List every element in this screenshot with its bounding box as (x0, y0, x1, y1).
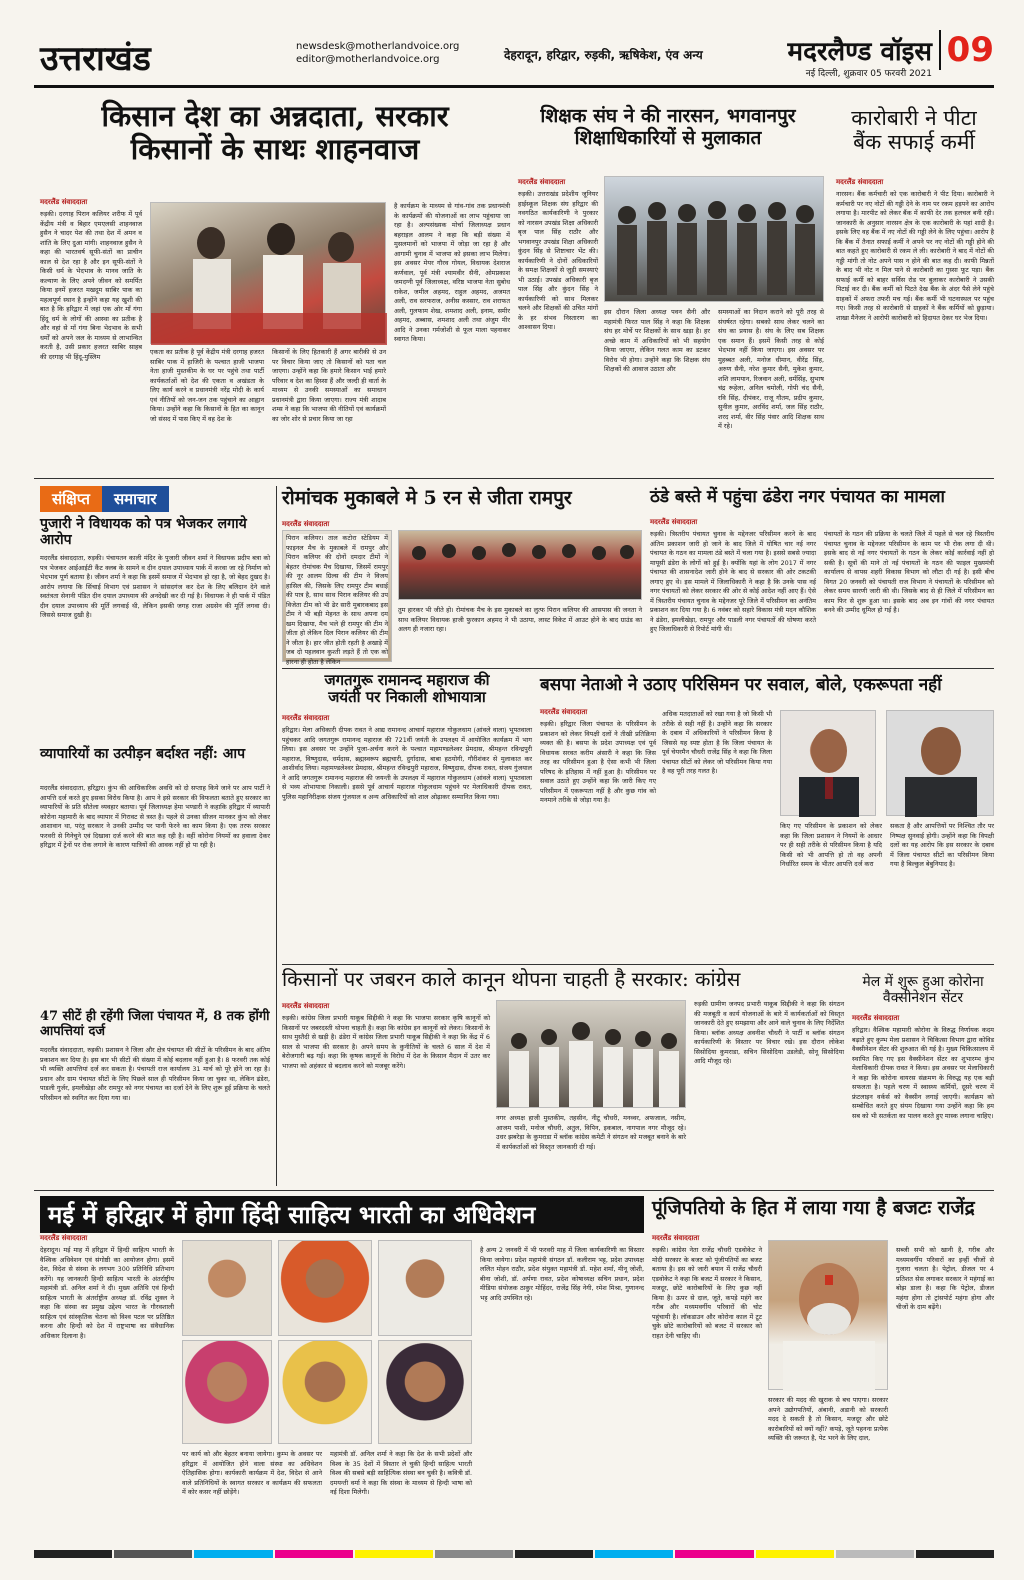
story1-byline: मदरलैंड संवाददाता (40, 198, 88, 206)
story4-byline: मदरलैंड संवाददाता (282, 520, 330, 528)
story10-photo-4 (182, 1340, 272, 1444)
story7-body-col1: रुड़की। हरिद्वार जिला पंचायत के परिसीमन के प्रकाशन को लेकर विपक्षी दलों ने तीखी प्रतिक्रिया व्यक्त की है। बसपा के प्रदेश उपाध्यक्ष एवं पूर्व विधायक सरवत करीम अंसारी ने कहा कि जिस तरह का परिसीमन हुआ है ऐसा कभी भी जिला परिषद के इतिहास में नहीं हुआ है। परिसीमन पर सवाल उठाते हुए उन्होंने कहा कि जारी किए गए परिसीमन में एकरूपता नहीं है और कुछ गांव को मनमाने तरीके से जोड़ा गया है। (540, 720, 656, 804)
story8-body-col1: रुड़की। कांग्रेस जिला प्रभारी याकूब सिद्दीकी ने कहा कि भाजपा सरकार कृषि कानूनों को किसानों पर जबरदस्ती थोपना चाहती है। कहा कि कांग्रेस इन कानूनों को लेकर। किसानों के साथ मुस्तैदी से खड़ी है। ढंडेरा में कांग्रेस जिला प्रभारी याकूब सिद्दीकी ने कहा कि केंद्र में 6 साल से भाजपा की सरकार है। अपने समय के कुनीतियों के चलते 6 साल में देश में बेरोजगारी बढ़ गई। कहा कि कृषक कानूनों के विरोध में देश के किसान मैदान में उतर कर भाजपा को अहंकार से बदलाव करने को मजबूर करेंगे। (282, 1014, 490, 1070)
story11-body-col2: सरकार की मदद की खुराक से बच पाएगा। सरकार अपने उद्योगपतियों, अंबानी, अडानी को सरकारी मदद दे सकती है तो किसान, मजदूर और छोटे कारोबारियों को क्यों नहीं? कपड़े, जूते पहनना प्रत्येक व्यक्ति की जरूरत है, पेट भरने के लिए दाल, (768, 1396, 888, 1442)
story6-headline (282, 672, 532, 707)
story6-headline-line2: जयंती पर निकाली शोभायात्रा (328, 688, 486, 707)
story6-byline: मदरलैंड संवाददाता (282, 714, 330, 722)
story2-body-col2: इस दौरान जिला अध्यक्ष पवन सैनी और महामंत्री फिरत पाल सिंह ने कहा कि शिक्षक संघ हर मोर्चे पर शिक्षकों के साथ खड़ा है। हर अच्छे काम में अधिकारियों को भी सहयोग किया जाएगा, लेकिन गलत काम का डटकर विरोध भी होगा। उन्होंने कहा कि शिक्षक संघ शिक्षकों की आवाज उठाता और (604, 308, 710, 373)
newspaper-page (34, 30, 994, 1560)
story3-body: नारसन। बैंक कर्मचारी को एक कारोबारी ने पीट दिया। कारोबारी ने कर्मचारी पर नए नोटों की गड्डी देने के नाम पर रकम हड़पने का आरोप लगाया है। मारपीट को लेकर बैंक में काफी देर तक हलचल बनी रही। जानकारी के अनुसार नारसन क्षेत्र के एक कारोबारी के यहां शादी है। इसके लिए वह बैंक में नए नोटों की गड्डी लेने के लिए पहुंचा। आरोप है कि बैंक में तैनात सफाई कर्मी ने अपने पर नए नोटों की गड्डी होने की बात कहते हुए कारोबारी से रकम ले ली। कारोबारी ने बाद में नोटों की गड्डी मांगी तो नोट अपने पास न होने की बात कह दी। काफी मिन्नतों के बाद भी नोट न मिल पाने से कारोबारी का गुस्सा फूट पड़ा। बैंक सफाई कर्मी को बाहर सर्विस रोड पर बुलाकर कारोबारी ने उसकी पिटाई कर दी। बैंक कर्मी को पिटते देख बैंक के अंदर पैसे लेने पहुंचे ग्राहकों में अफरा तफरी मच गई। बैंक कर्मी भी घटनास्थल पर पहुंच गए। किसी तरह से कारोबारी से ग्राहकों ने बैंक कर्मियों को छुड़ाया। शाखा मैनेजर ने आरोपी कारोबारी को हिदायत देकर घर भेज दिया। (836, 190, 994, 322)
story8-photo (496, 1000, 686, 1108)
story11-body-col3: सब्जी सभी को खानी है, गरीब और मध्यमवर्गीय परिवारों का इन्हीं चीजों से गुजारा चलता है। पेट्रोल, डीजल पर 4 प्रतिशत सेस लगाकर सरकार ने महंगाई का बोझ डाला है। कहा कि पेट्रोल, डीजल महंगा होगा तो ट्रांसपोर्ट महंगा होगा और चीजों के दाम बढ़ेंगे। (896, 1246, 994, 1311)
story8-body-col2: नगर अध्यक्ष हाजी मुस्तकीम, तहसीन, नीटू चौधरी, मनव्वर, अफजाल, नसीम, आजम पाशी, मनोज चौधरी, अतुल, विपिन, इकबाल, नागपाल नगर मौजूद रहे। उधर झबरेड़ा के कुमराडा में ब्लॉक कांग्रेस कमेटी ने संगठन को मजबूत बनाने के बारे में कार्यकर्ताओं को विस्तृत जानकारी दी गई। (496, 1114, 686, 1151)
story7-byline: मदरलैंड संवाददाता (540, 708, 588, 716)
contact-emails (296, 40, 459, 66)
story3-byline: मदरलैंड संवाददाता (836, 178, 884, 186)
story9-body: हरिद्वार। वैश्विक महामारी कोरोना के विरुद्ध निर्णायक कदम बढ़ाते हुए कुम्भ मेला प्रशासन ने चिकित्सा विभाग द्वारा कोविड वैक्सीनेशन सेंटर की शुरुआत की गई है। मुख्य चिकित्सालय में स्थापित किए गए इस वैक्सीनेशन सेंटर का शुभारम्भ कुंभ मेलाधिकारी दीपक रावत ने किया। इस अवसर पर मेलाधिकारी ने कहा कि कोरोना वायरस संक्रमण के विरुद्ध यह एक बड़ी सफलता है। पहले चरण में स्वास्थ्य कर्मियों, दूसरे चरण में फ्रंटलाइन वर्कर्स को वैक्सीन लगाई जाएगी। कार्यक्रम को सम्बोधित करते हुए संयम दिखाया गया उन्होंने कहा कि हम सब को भी सतर्कता का पालन करते हुए मास्क लगाना चाहिए। (852, 1026, 994, 1120)
masthead (34, 30, 994, 88)
brief-flag (40, 486, 169, 512)
brief3-body: मदरलैंड संवाददाता, रुड़की। प्रशासन ने जिला और क्षेत्र पंचायत की सीटों के परिसीमन के बाद अंतिम प्रकाशन कर दिया है। इस बार भी सीटों की संख्या में कोई बदलाव नहीं हुआ है। 8 फरवरी तक कोई भी व्यक्ति आपत्तियां दर्ज कर सकता है। पंचायती राज कार्यालय 31 मार्च को पूरे होने जा रहा है। प्रधान और ग्राम पंचायत सीटों के लिए पिछले साल ही परिसीमन किया जा चुका था, लेकिन ढंडेरा, पाडली गुर्जर, इमलीखेड़ा और रामपुर को नगर पंचायत का दर्जा देने के लिए शुरू हुई प्रक्रिया के चलते परिसीमन को स्थगित कर दिया गया था। (40, 1046, 270, 1102)
dateline: नई दिल्ली, शुक्रवार 05 फरवरी 2021 (805, 69, 932, 79)
story1-headline-line2: किसानों के साथः शाहनवाज (130, 132, 420, 167)
story10-body-col1: देहरादून। मई माह में हरिद्वार में हिन्दी साहित्य भारती के वैश्विक अधिवेशन एवं संगोष्ठी का आयोजन होगा। इसमें देश, विदेश से संस्था के लगभग 300 प्रतिनिधि प्रतिभाग करेंगे। यह जानकारी हिन्दी साहित्य भारती के अंतर्राष्ट्रीय महामंत्री डॉ. अनिल शर्मा ने दी। मुख्य अतिथि एवं हिन्दी साहित्य भारती के अंतर्राष्ट्रीय अध्यक्ष डॉ. रविंद्र शुक्ल ने कहा कि संस्था का प्रमुख उद्देश्य भारत के गौरवशाली साहित्य एवं सांस्कृतिक चेतना को विश्व पटल पर प्रतिष्ठित करना और हिन्दी को देश में राष्ट्रभाषा का संवैधानिक अधिकार दिलाना है। (40, 1246, 174, 1340)
story11-headline: पूंजिपतियो के हित में लाया गया है बजटः राजेंद्र (652, 1197, 975, 1219)
story5-body-col1: रुड़की। त्रिस्तरीय पंचायत चुनाव के मद्देनजर परिसीमन करने के बाद अंतिम प्रकाशन जारी हो जाने के बाद जिले में घोषित चार नई नगर पंचायत के गठन का मामला ठंडे बस्ते में चला गया है। इससे सबसे ज्यादा मायूसी ढंडेरा के लोगों को हुई है। क्योंकि यहां के लोग 2017 में नगर पंचायत की शासनादेश जारी होने के बाद से सरकार की ओर टकटकी लगाए हुए थे। इस मामले में जिलाधिकारी ने कहा है कि उनके पास नई नगर पंचायतों को लेकर सरकार की ओर से कोई आदेश नहीं आए हैं। ऐसे में त्रिस्तरीय पंचायत चुनाव के मद्देनजर पूरे जिले में परिसीमन का अनंतिम प्रकाशन कर दिया गया है। 6 नवंबर को सहारे विकास मंत्री मदन कौशिक ने ढंडेरा, इमलीखेड़ा, रामपुर और पाडली नगर पंचायतों की घोषणा करते हुए जिलाधिकारी से रिपोर्ट मांगी थी। (650, 530, 816, 633)
divider-rule-4 (34, 1190, 994, 1191)
story7-photo-2 (886, 710, 994, 816)
story7-headline: बसपा नेताओ ने उठाए परिसिमन पर सवाल, बोले, एकरूपता नहीं (540, 675, 942, 695)
story10-photo-2 (278, 1240, 372, 1336)
story3-headline-line1: कारोबारी ने पीटा (851, 106, 977, 130)
story2-headline (518, 106, 818, 150)
story6-body: हरिद्वार। मेला अधिकारी दीपक रावत ने आद्य रामानन्द आचार्य महाराज गोकुलधाम (आंवले वाला) भूपतवाला पहुंचकर आदि जगतगुरू रामानन्द महाराज की 721वीं जयंती के उपलक्ष्य में आयोजित कार्यक्रम में भाग लिया। इस अवसर पर उन्होंने पूजा-अर्चना करने के पश्चात महामण्डलेश्वर प्रेमदास, श्रीमहन्त रविन्द्रपुरी महाराज, विष्णुदास, धर्मदास, ब्रह्मस्वरूप ब्रह्मचारी, दुर्गादास, बाबा हठयोगी, गौरीशंकर से मुलाकात कर आशीर्वाद लिया। महामण्डलेश्वर प्रेमदास, श्रीमहन्त रविन्द्रपुरी महाराज, विष्णुदास, दीपक रावत, संजय गुंजयाल ने आदि जगतगुरू रामानन्द महाराज की जयन्ती के उपलक्ष्य में महाराज गोकुलधाम (आंवले वाला) भूपतवाला से भव्य शोभायात्रा निकाली। इससे पूर्व आचार्य महाराज गोकुलधाम पहुंचने पर मेलाधिकारी दीपक रावत, पुलिस महानिरीक्षक संजय गुंजयाल व अन्य अधिकारियों को शाल ओढ़ाकर सम्मानित किया गया। (282, 726, 532, 801)
story1-headline-line1: किसान देश का अन्नदाता, सरकार (101, 99, 449, 133)
brief3-headline: 47 सीटें ही रहेंगी जिला पंचायत में, 8 तक होंगी आपत्तियां दर्ज (40, 1009, 270, 1039)
brief-flag-label1: संक्षिप्त (40, 486, 102, 512)
story4-body-col2: तुम हारकर भी जीते हो। रोमांचक मैच के इस मुकाबले का लुत्फ पिरान कलियर की आसपास की जनता ने साथ कलियर विधायक हाजी फुरकान अहमद ने भी उठाया, लास्ट विकेट में आउट होने के बाद ग्राउंड का अलग ही नजारा रहा। (398, 606, 642, 633)
story1-body-col2: एकता का प्रतीक है पूर्व केंद्रीय मंत्री दरगाह हजरत साबिर पाक में हाजिरी के पश्चात हाजी भाजपा नेता हाजी मुस्तकीम के घर पर पहुंचे तथा पार्टी कार्यकर्ताओं को देश की एकता व अखंडता के लिए कार्य करने व प्रधानमंत्री नरेंद्र मोदी के कार्य एवं नीतियों को जन-जन तक पहुंचाने का आह्वान किया। उन्होंने कहा कि किसानों के हित का कानून जो संसद में पास किए में वह देश के (150, 348, 264, 423)
story10-photo-3 (378, 1240, 472, 1336)
email-newsdesk[interactable]: newsdesk@motherlandvoice.org (296, 41, 460, 52)
story2-body-col3: समस्याओं का निदान कराने को पूरी तरह से संघर्षरत रहेगा। सबको साथ लेकर चलने का संघ का प्रयास है। संघ के लिए सब शिक्षक एक समान हैं। इसमें किसी तरह से कोई भेदभाव नहीं किया जाएगा। इस अवसर पर मुहब्बत अली, मनोज धीमान, वीरेंद्र सिंह, अरुण सैनी, नरेश कुमार सैनी, मुकेश कुमार, शशि लामयान, रिजवान अली, धर्मसिंह, सुभाष चंद्र रूहेला, अनिल चमोली, गोपी चंद सैनी, रवि सिंह, दीपंकर, राजू गौतम, प्रदीप कुमार, सुनील कुमार, अरविंद शर्मा, जल सिंह राठौर, शरद शर्मा, वीर सिंह पंवार आदि शिक्षक साथ में रहे। (718, 308, 824, 430)
story2-photo (604, 176, 824, 302)
story11-photo (768, 1240, 888, 1390)
story8-byline: मदरलैंड संवाददाता (282, 1002, 330, 1010)
email-editor[interactable]: editor@motherlandvoice.org (296, 54, 440, 65)
story1-body-col4: है कार्यक्रम के माध्यम से गांव-गांव तक प्रधानमंत्री के कार्यक्रमों की योजनाओं का लाभ पहुंचाया जा रहा है। अल्पसंख्यक मोर्चा जिलाध्यक्ष प्रधान बहराइल आलम ने कहा कि बड़ी संख्या में मुसलमानों को भाजपा में जोड़ा जा रहा है और आगामी चुनाव में भाजपा को इसका लाभ मिलेगा। इस अवसर मेयर गौरव गोयल, विधायक देशराज कर्णवाल, पूर्व मंत्री श्यामवीर सैनी, ओमप्रकाश जमदग्नी पूर्व जिलाध्यक्ष, वरिष्ठ भाजपा नेता सुबोध राकेश, जमील अहमद, राहुल अहमद, अजमत अली, राव सरफराज, अनीस कस्सार, राव शराफत अली, गुलफाम शेख, शमशाद अली, इनाम, समीर अहमद, अब्बास, शमशाद अली तथा अंजुम मीर आदि ने उनका गर्मजोशी से फूल माला पहनाकर स्वागत किया। (394, 202, 510, 343)
story11-body-col1: रुड़की। कांग्रेस नेता राजेंद्र चौधरी एडवोकेट ने मोदी सरकार के बजट को पूंजीपतियों का बजट बताया है। इस को जारी बयान में राजेंद्र चौधरी एडवोकेट ने कहा कि बजट में सरकार ने किसान, मजदूर, छोटे कारोबारियों के लिए कुछ नहीं किया है। ऊपर से दाल, जूते, कपड़े महंगे कर गरीब और मध्यमवर्गीय परिवारों की चोट पहुंचायी है। लॉकडाउन और कोरोना काल में टूट चुके छोटे कारोबारियों को बजट में सरकार को राहत देनी चाहिए थी। (652, 1246, 762, 1340)
story8-body-col3: रुड़की ग्रामीण जनपद प्रभारी याकूब सिद्दीकी ने कहा कि संगठन की मजबूती व कार्य योजनाओं के बारे में कार्यकर्ताओं को विस्तृत जानकारी देते हुए समझाया और आने वाले चुनाव के लिए निर्देशित किया। ब्लॉक अध्यक्ष अवनीश चौधरी ने पार्टी व ब्लॉक संगठन कार्यकारिणी के विस्तार पर विचार रखे। इस दौरान लोकेश सिसोदिया कुमराडा, सचिन सिसोदिया उडलेडी, सोनू सिसोदिया आदि मौजूद रहे। (694, 1000, 844, 1065)
story7-body-col3: किए गए परिसीमन के प्रकाशन को लेकर कहा कि जिला प्रशासन ने नियमों के आधार पर ही सही तरीके से परिसीमन किया है यदि किसी को भी आपत्ति हो तो वह अपनी निर्धारित समय के भीतर आपत्ति दर्ज करा (780, 822, 882, 868)
story8-headline: किसानों पर जबरन काले कानून थोपना चाहती है सरकार: कांग्रेस (282, 967, 741, 991)
story3-headline-line2: बैंक सफाई कर्मी (853, 130, 975, 155)
story5-headline: ठंडे बस्ते में पहुंचा ढंडेरा नगर पंचायत का मामला (650, 487, 945, 507)
story3-headline (834, 106, 994, 154)
story7-body-col2: अधिक मतदाताओं को रखा गया है जो किसी भी तरीके से सही नहीं है। उन्होंने कहा कि सरकार के दबाव में अधिकारियों ने परिसीमन किया है जिससे यह स्पष्ट होता है कि जिला पंचायत के पूर्व चेयरमैन चौधरी राजेंद्र सिंह ने कहा कि जिला पंचायत सीटों को लेकर जो परिसीमन किया गया है वह पूरी तरह गलत है। (662, 710, 772, 775)
story9-headline-line2: वैक्सीनेशन सेंटर (882, 990, 964, 1007)
story2-body-col1: रुड़की। उत्तराखंड प्रदेशीय जूनियर हाईस्कूल शिक्षक संघ हरिद्वार की नवगठित कार्यकारिणी ने पुरकार को नारसन उपखंड शिक्षा अधिकारी बृज पाल सिंह राठौर और भगवानपुर उपखंड शिक्षा अधिकारी कुंदन सिंह से शिष्टाचार भेंट की। कार्यकारिणी ने दोनों अधिकारियों के समक्ष शिक्षकों से जुड़ी समस्याएं भी उठाई। उपखंड अधिकारी बृज पाल सिंह और कुंदन सिंह ने कार्यकारिणी को साथ मिलकर चलने और शिक्षकों की उचित मांगों के हर संभव निस्तारण का आश्वासन दिया। (518, 190, 598, 331)
story11-byline: मदरलैंड संवाददाता (652, 1234, 700, 1242)
brief2-headline: व्यापारियों का उत्पीड़न बर्दाश्त नहीं: आप (40, 746, 246, 762)
story9-headline-line1: मेल में शुरू हुआ कोरोना (862, 974, 984, 990)
story1-headline (40, 100, 510, 167)
story10-byline: मदरलैंड संवाददाता (40, 1234, 88, 1242)
story10-body-col2: पर कार्य को और बेहतर बनाया जायेगा। कुम्भ के अवसर पर हरिद्वार में आयोजित होने वाला संस्था का अधिवेशन ऐतिहासिक होगा। कार्यकारी कार्यक्रम में देश, विदेश से आने वाले प्रतिनिधियों के स्वागत सरकार व कार्यक्रम की सफलता में कोर कसर नहीं छोड़ेंगे। (182, 1450, 322, 1496)
brief-flag-label2: समाचार (102, 486, 169, 512)
story4-body-col1: पिरान कलियर। ताल कटोरा स्टेडियम में फाइनल मैच के मुकाबले में रामपुर और पिरान कलियर की दोनों दमदार टीमों ने बेहतर रोमांचक मैच दिखाया, जिसमें रामपुर की नूर आलम ग्रिल्स की टीम ने विजय हासिल की, जिसके लिए रामपुर टीम बधाई की पात्र है, साथ साथ पिरान कलियर की उप विजेता टीम को भी ढेर सारी मुबारकबाद इस टीम ने भी बड़ी मेहनत के साथ अपना दम खम दिखाया, मैच भले ही रामपुर की टीम ने जीता हो लेकिन दिल पिरान कलियर की टीम ने जीता है। हार जीत होती रहती है अखाड़े में जब दो पहलवान कुश्ती लड़ते हैं तो एक को हारना ही होता है लेकिन (286, 534, 388, 666)
story7-body-col4: सकता है और आपत्तियों पर निश्चित तौर पर निष्पक्ष सुनवाई होगी। उन्होंने कहा कि विपक्षी दलों का यह आरोप कि इस सरकार के दबाव में जिला पंचायत सीटों का परिसीमन किया गया है बिल्कुल बेबुनियाद है। (890, 822, 994, 868)
story2-byline: मदरलैंड संवाददाता (518, 178, 566, 186)
divider-rule-3 (282, 964, 994, 965)
divider-rule (34, 478, 994, 479)
story1-body-col1: रुड़की। दरगाह पिरान कलियर शरीफ में पूर्व केंद्रीय मंत्री व बिहार एमएलसी शाहनवाज हुसैन ने चादर पेश की तथा देश में अमन व शांति के लिए दुआ मांगी। शाहनवाज हुसैन ने कहा की भारतवर्ष सूफी-संतों का प्राचीन काल से देश रहा है और इन सूफी-संतों ने किसी धर्म के भेदभाव के मानव जाति के कल्याण के लिए अपने जीवन को समर्पित किया इनमें हजरत मखदूम साबिर पाक का महत्वपूर्ण स्थान है इन्होंने कहा यह खुशी की बात है कि हरिद्वार में जहां एक ओर माँ गंगा हिंदू धर्म के लोगों की आस्था का प्रतीक है और वहां से माँ गंगा बिना भेदभाव के सभी धर्मों को अपने जल के माध्यम से लाभान्वित करती है, उसी प्रकार हजरत साबिर साहब की दरगाह भी हिंदू-मुस्लिम (40, 210, 142, 361)
story5-body-col2: पंचायतों के गठन की प्रक्रिया के चलते जिले में पहले से चल रहे त्रिस्तरीय पंचायत चुनाव के मद्देनजर परिसीमन के काम पर भी रोक लगा दी थी। इसके बाद से नई नगर पंचायतों के गठन के लेकर कोई कार्रवाई नहीं हो सकी है। सूत्रों की माने तो नई पंचायतों के गठन की फाइल मुख्यमंत्री कार्यालय से वापस शहरी विकास विभाग को लौटा दी गई है। इसी बीच विगत 20 जनवरी को पंचायती राज विभाग ने पंचायतों के परिसीमन को लेकर समय सारणी जारी की थी। जिसके बाद से ही जिले में परिसीमन का काम फिर से शुरू हुआ था। इसके बाद अब इन गांवों की नगर पंचायत बनने की उम्मीद धूमिल हो गई है। (824, 530, 994, 614)
brand-logo: मदरलैण्ड वॉइस (787, 37, 932, 67)
story5-byline: मदरलैंड संवाददाता (650, 518, 698, 526)
column-rule (276, 486, 277, 1186)
story4-photo (398, 530, 642, 600)
section-title: उत्तराखंड (40, 39, 151, 79)
story4-headline: रोमांचक मुकाबले मे 5 रन से जीता रामपुर (282, 487, 572, 509)
story10-photo-5 (278, 1340, 372, 1444)
story2-headline-line1: शिक्षक संघ ने की नारसन, भगवानपुर (540, 105, 796, 127)
story9-headline (852, 974, 994, 1006)
story10-body-col3: महामंत्री डॉ. अनिल शर्मा ने कहा कि देश के सभी प्रदेशों और विश्व के 35 देशों में विस्तार ले चुकी हिन्दी साहित्य भारती विश्व की सबसे बड़ी साहित्यिक संस्था बन चुकी है। कवित्री डॉ. दमयन्ती वर्मा ने कहा कि संस्था के माध्यम से हिन्दी भाषा को नई दिशा मिलेगी। (330, 1450, 472, 1496)
cities-line: देहरादून, हरिद्वार, रुड़की, ऋषिकेश, एंव अन्य (504, 48, 703, 62)
story10-photo-6 (378, 1340, 472, 1444)
story6-headline-line1: जगतगुरू रामानन्द महाराज की (324, 671, 490, 689)
print-color-strip (34, 1550, 994, 1558)
brief2-body: मदरलैंड संवाददाता, हरिद्वार। कुंभ की आधिकारिक अवधि को दो सप्ताह किये जाने पर आप पार्टी ने आपत्ति दर्ज करते हुए इसका विरोध किया है। आप ने इसे सरकार की विफलता बताते हुए सरकार का व्यापारियों के प्रति सौतेला व्यवहार बताया। पूर्व जिलाध्यक्ष हेमा भण्डारी ने कहाकि हरिद्वार में व्यापारी कोरोना महामारी के बाद व्यापार में गिरावट से त्रस्त है। पहले से उनका सीजन मानकर कुंभ को लेकर आशावान था, परंतु सरकार ने उनकी उम्मीद पर पानी फेरने का काम किया है। एक तरफ सरकार फरवरी से गिनेचुने एवं दिखावा दर्ज करने की बात कह रही है। वहीं कोरोना नियमों का हवाला देकर हरिद्वार में ट्रेनों पर रोक लगाने के कारण यात्रियों की आवक नहीं हो पा रही है। (40, 784, 270, 849)
story10-headline: मई में हरिद्वार में होगा हिंदी साहित्य भारती का अधिवेशन (40, 1196, 644, 1233)
story1-photo (150, 202, 386, 344)
story10-body-col4: है अन्य 2 जनवरी में भी फरवरी माह में जिला कार्यकारिणी का विस्तार किया जायेगा। प्रदेश महामंत्री संगठन डॉ. कलीराम भट्ट, प्रदेश उपाध्यक्ष ललित मोहन राठौर, प्रदेश संयुक्त महामंत्री डॉ. महेश शर्मा, मीनू जोशी, बीना जोशी, डॉ. अर्पणा रावत, प्रदेश कोषाध्यक्ष सचिन प्रधान, प्रदेश मीडिया संयोजक ठाकुर मोहिंदर, राजेंद्र सिंह नेगी, रमेश मिश्रा, गुणानन्द भट्ट आदि उपस्थित रहे। (480, 1246, 644, 1302)
story7-photo-1 (780, 710, 876, 816)
story10-photo-1 (182, 1240, 272, 1336)
story2-headline-line2: शिक्षाधिकारियों से मुलाकात (574, 126, 762, 149)
brief1-body: मदरलैंड संवाददाता, रुड़की। पंचायतन काली मंदिर के पुजारी जीवन शर्मा ने विधायक प्रदीप बत्रा को पत्र भेजकर आईआईटी कैंट क्लब के सामने व दीन दयाल उपाध्याय पार्क में करवा जा रहे निर्माण को भेदभाव पूर्ण बताया है। जीवन शर्मा ने कहा कि इसमें समाज में भेदभाव हो रहा है, जो बेहद दुखद है। आरोप लगाया कि सिंचाई विभाग एवं प्रशासन ने सांसदगंज कर देश के लिए बलिदान देने वाले स्वतंत्रता सेनानी पंडित दीन दयाल उपाध्याय की अनदेखी कर दी गई है। विधायक ने ही पार्क में पंडित दीन दयाल उपाध्याय की मूर्ति लगवाई थी, लेकिन इसकी जगह राजा अग्रसेन की मूर्ति लगवा दी। जिससे समाज दुखी है। (40, 554, 270, 619)
story9-byline: मदरलैंड संवाददाता (852, 1014, 900, 1022)
brief1-headline: पुजारी ने विधायक को पत्र भेजकर लगाये आरोप (40, 516, 247, 549)
story1-body-col3: किसानों के लिए हितकारी हैं अगर बारीकी से उन पर विचार किया जाए तो किसानों को पता चल जाएगा। उन्होंने कहा कि हमारे किसान भाई हमारे परिवार व देश का हिस्सा हैं और जल्दी ही वार्ता के माध्यम से उनकी समस्याओं का समाधान प्रधानमंत्री द्वारा किया जाएगा। राज्य मंत्री शादाब शम्स ने कहा कि भाजपा की नीतियों एवं कार्यक्रमों का जोर शोर से प्रचार किया जा रहा (272, 348, 386, 423)
divider-rule-2 (282, 668, 994, 669)
page-number: 09 (939, 30, 994, 70)
